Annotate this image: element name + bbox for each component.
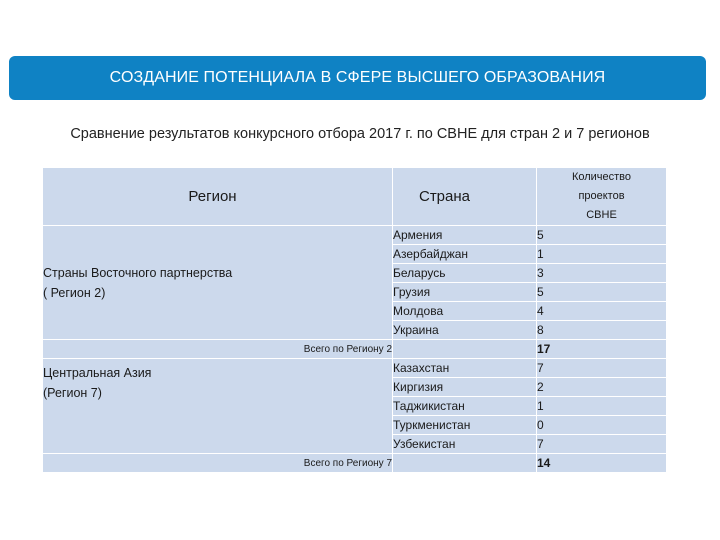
page-title: СОЗДАНИЕ ПОТЕНЦИАЛА В СФЕРЕ ВЫСШЕГО ОБРАЗОВАНИЯ bbox=[109, 69, 606, 86]
region-2-total-row bbox=[43, 340, 667, 359]
region-2-total-count: 17 bbox=[537, 340, 667, 359]
region-7-name-line1: Центральная Азия bbox=[43, 366, 152, 380]
region-7-total-count: 14 bbox=[537, 454, 667, 473]
region-7-name-line2: (Регион 7) bbox=[43, 386, 102, 400]
count-cell: 7 bbox=[537, 435, 667, 454]
region-2-name bbox=[43, 226, 393, 340]
country-cell: Туркменистан bbox=[393, 416, 537, 435]
count-cell: 4 bbox=[537, 302, 667, 321]
header-region: Регион bbox=[43, 168, 393, 226]
country-cell: Армения bbox=[393, 226, 537, 245]
table-header-row bbox=[43, 168, 667, 226]
country-cell: Грузия bbox=[393, 283, 537, 302]
count-cell: 0 bbox=[537, 416, 667, 435]
country-cell: Украина bbox=[393, 321, 537, 340]
region-7-total-label: Всего по Региону 7 bbox=[43, 454, 393, 473]
header-count-line1: Количество bbox=[571, 171, 632, 183]
header-count-line3: СВНЕ bbox=[586, 209, 617, 221]
region-2-name-line2: ( Регион 2) bbox=[43, 285, 106, 300]
country-cell: Молдова bbox=[393, 302, 537, 321]
region-2-name-line1: Страны Восточного партнерства bbox=[43, 265, 233, 280]
count-cell: 5 bbox=[537, 226, 667, 245]
table-caption: Сравнение результатов конкурсного отбора 2017 г. по СВНЕ для стран 2 и 7 регионов bbox=[70, 126, 650, 142]
region-7-name bbox=[43, 359, 393, 454]
count-cell: 8 bbox=[537, 321, 667, 340]
header-project-count bbox=[537, 168, 667, 226]
page-title-banner bbox=[9, 56, 706, 100]
country-cell: Узбекистан bbox=[393, 435, 537, 454]
country-cell: Азербайджан bbox=[393, 245, 537, 264]
empty-cell bbox=[393, 340, 537, 359]
count-cell: 7 bbox=[537, 359, 667, 378]
table-row bbox=[43, 359, 667, 378]
country-cell: Таджикистан bbox=[393, 397, 537, 416]
count-cell: 2 bbox=[537, 378, 667, 397]
country-cell: Киргизия bbox=[393, 378, 537, 397]
count-cell: 5 bbox=[537, 283, 667, 302]
empty-cell bbox=[393, 454, 537, 473]
header-country: Страна bbox=[393, 168, 537, 226]
table-row bbox=[43, 226, 667, 245]
region-7-total-row bbox=[43, 454, 667, 473]
country-cell: Беларусь bbox=[393, 264, 537, 283]
count-cell: 1 bbox=[537, 397, 667, 416]
header-count-line2: проектов bbox=[578, 190, 625, 202]
projects-table bbox=[42, 167, 667, 473]
count-cell: 3 bbox=[537, 264, 667, 283]
count-cell: 1 bbox=[537, 245, 667, 264]
region-2-total-label: Всего по Региону 2 bbox=[43, 340, 393, 359]
country-cell: Казахстан bbox=[393, 359, 537, 378]
